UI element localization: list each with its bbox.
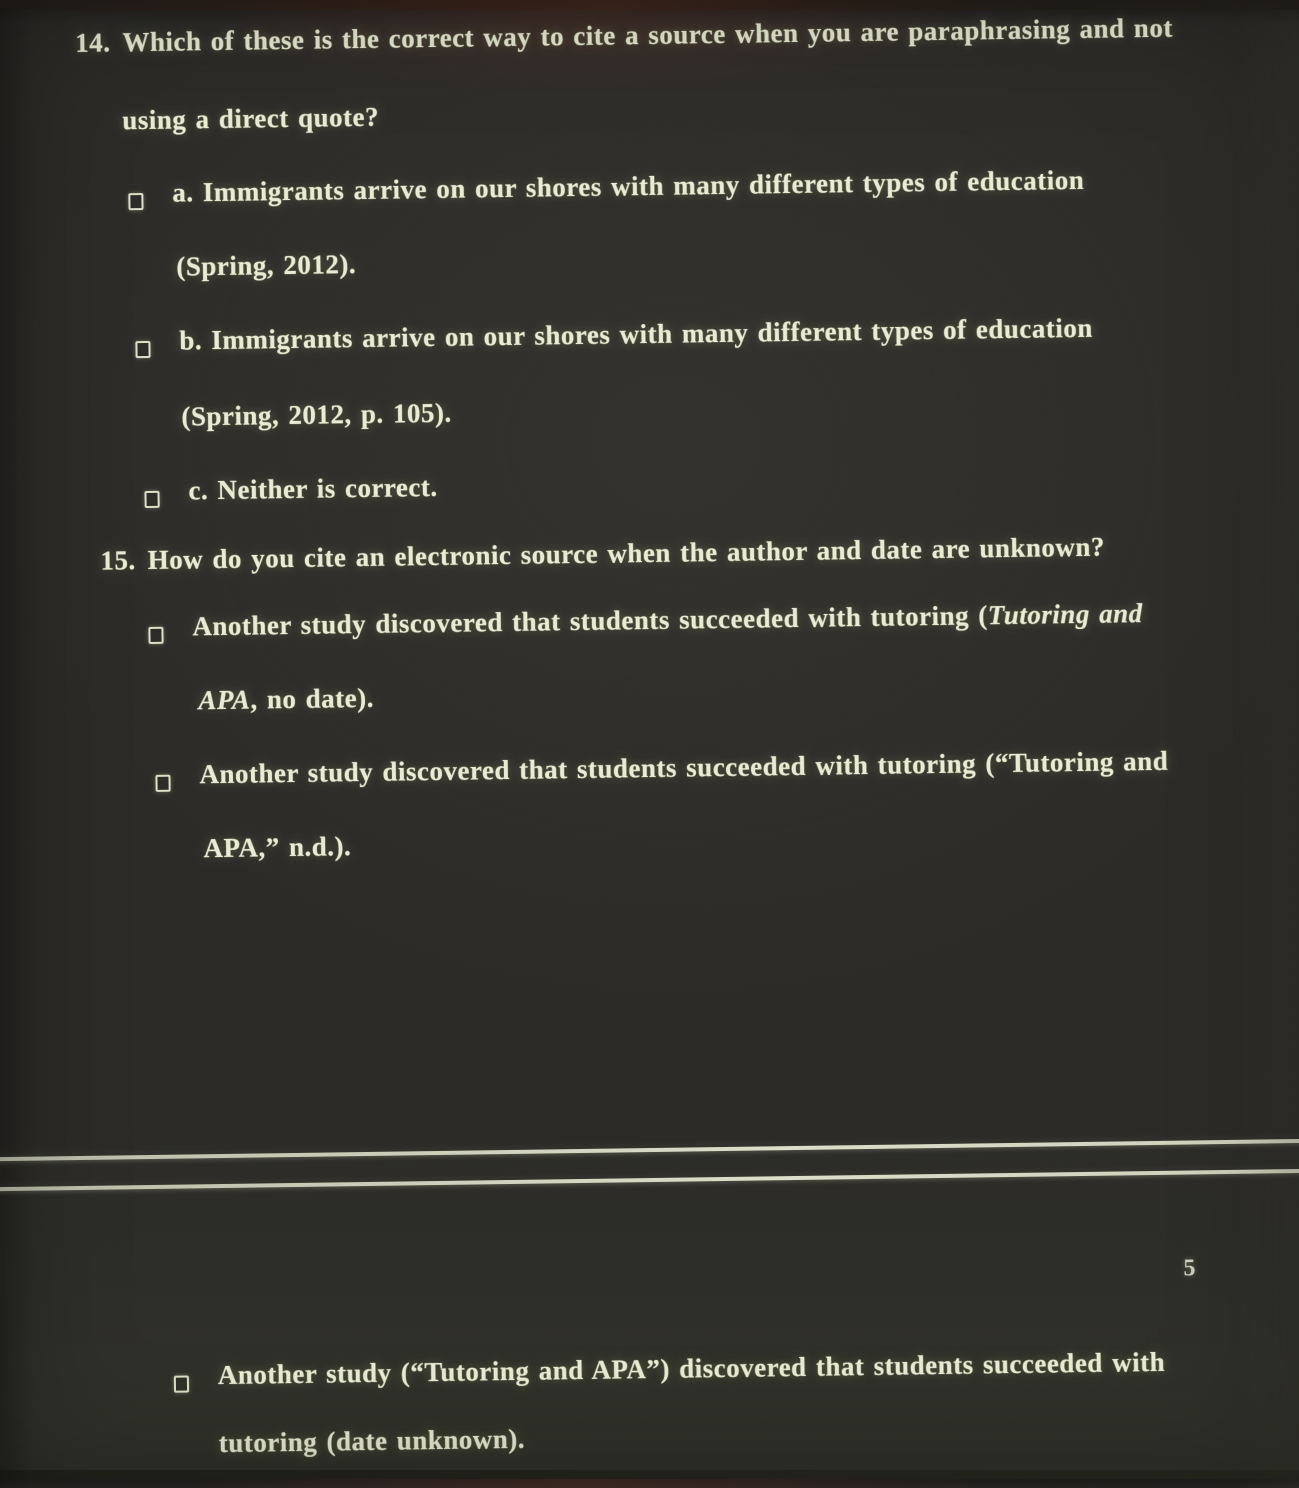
checkbox-option-a[interactable] <box>128 193 143 210</box>
option-a-text: a. Immigrants arrive on our shores with many different types of education <box>172 164 1085 208</box>
q15-option-2-continuation: APA,” n.d.). <box>203 831 352 864</box>
q15-option-3-continuation: tutoring (date unknown). <box>218 1423 526 1459</box>
question-14-text: Which of these is the correct way to cite a source when you are paraphrasing and not <box>122 12 1174 58</box>
checkbox-option-b[interactable] <box>135 341 150 358</box>
q15-option-2-text: Another study discovered that students succeeded with tutoring (“Tutoring and <box>199 745 1169 790</box>
question-14-number: 14. <box>75 27 111 58</box>
q15-option-1-row <box>148 598 1143 644</box>
option-b-citation: (Spring, 2012, p. 105). <box>181 397 452 432</box>
checkbox-option-c[interactable] <box>144 491 159 508</box>
q15-option-1-continuation: APA, no date). <box>198 682 375 716</box>
option-a-citation: (Spring, 2012). <box>176 249 357 282</box>
checkbox-q15-option-1[interactable] <box>148 627 163 644</box>
page-divider-line-2 <box>0 1169 1299 1191</box>
page-number: 5 <box>1183 1255 1196 1282</box>
q15-option-2-row <box>155 746 1168 792</box>
option-b-row <box>135 313 1093 358</box>
question-15-text: How do you cite an electronic source when the author and date are unknown? <box>147 531 1106 575</box>
q15-option-3-text: Another study (“Tutoring and APA”) discovered that students succeeded with <box>217 1346 1166 1391</box>
question-15-line <box>100 532 1105 577</box>
checkbox-q15-option-3[interactable] <box>174 1376 189 1393</box>
option-a-row <box>128 165 1084 210</box>
option-b-text: b. Immigrants arrive on our shores with many different types of education <box>179 312 1093 356</box>
q15-option-1-text: Another study discovered that students succeeded with tutoring (Tutoring and <box>192 598 1143 642</box>
question-14-line-1 <box>75 13 1173 59</box>
q15-option-3-row <box>174 1347 1166 1393</box>
question-14-line-2: using a direct quote? <box>122 101 380 136</box>
option-c-text: c. Neither is correct. <box>188 471 438 506</box>
page-bottom-edge <box>0 1470 1299 1479</box>
page-divider-line-1 <box>0 1139 1299 1161</box>
question-15-number: 15. <box>100 545 136 576</box>
checkbox-q15-option-2[interactable] <box>155 775 170 792</box>
option-c-row <box>144 472 438 508</box>
